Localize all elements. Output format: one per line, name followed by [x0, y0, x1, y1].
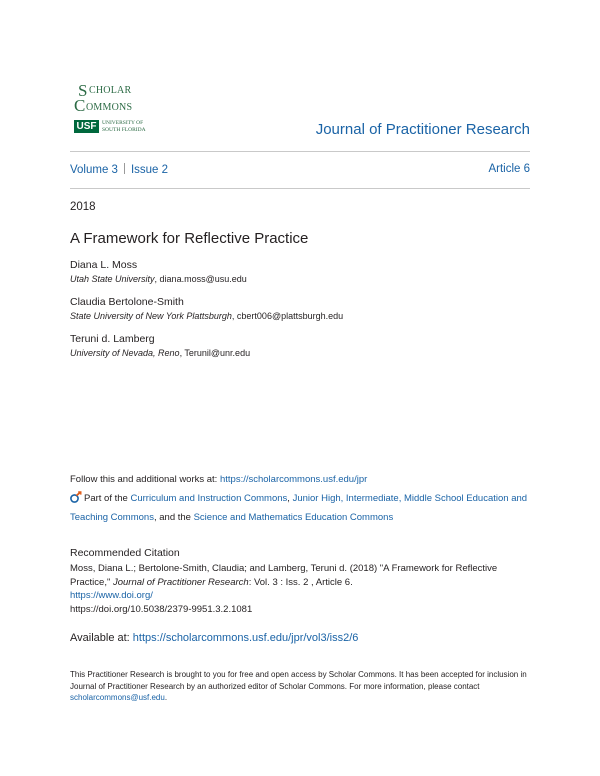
part-of-prefix: Part of the	[84, 493, 131, 504]
follow-prefix: Follow this and additional works at:	[70, 474, 220, 485]
journal-title-link[interactable]: Journal of Practitioner Research	[315, 121, 530, 138]
issue-link[interactable]: Issue 2	[130, 164, 169, 176]
open-access-icon	[70, 491, 82, 503]
citation-journal: Journal of Practitioner Research	[112, 576, 249, 588]
usf-university-text	[102, 120, 146, 133]
available-url-link[interactable]: https://scholarcommons.usf.edu/jpr/vol3/iss2/6	[132, 632, 359, 644]
contact-email-link[interactable]: scholarcommons@usf.edu	[70, 693, 165, 702]
author-3	[70, 333, 250, 358]
citation-body	[70, 562, 540, 616]
citation-doi: https://doi.org/10.5038/2379-9951.3.2.1081	[70, 603, 253, 615]
author-affiliation: State University of New York Plattsburgh	[70, 311, 232, 321]
doi-home-link[interactable]: https://www.doi.org/	[70, 590, 153, 601]
author-name: Claudia Bertolone-Smith	[70, 296, 184, 308]
article-link[interactable]: Article 6	[488, 163, 530, 175]
header-rule-top	[70, 151, 530, 152]
author-affiliation-line	[70, 274, 247, 284]
logo-ommons-text: OMMONS	[86, 102, 133, 113]
available-at	[70, 632, 358, 644]
author-affiliation: University of Nevada, Reno	[70, 348, 180, 358]
usf-badge: USF	[74, 120, 99, 133]
access-notice	[70, 669, 540, 704]
author-email: , Terunil@unr.edu	[179, 348, 251, 358]
follow-line	[70, 474, 367, 485]
part-of-sep-2: , and the	[153, 512, 194, 523]
available-prefix: Available at:	[70, 632, 133, 644]
volume-issue	[70, 163, 168, 176]
author-affiliation: Utah State University	[70, 274, 155, 284]
citation-text: Moss, Diana L.; Bertolone-Smith, Claudia; and Lamberg, Teruni d. (2018) "A Framework for Reflective Practice,"	[70, 563, 498, 588]
scholar-commons-logo[interactable]	[72, 80, 152, 136]
volume-link[interactable]: Volume 3	[70, 164, 118, 176]
curriculum-commons-link[interactable]: Curriculum and Instruction Commons	[130, 493, 288, 504]
part-of-disciplines	[70, 489, 535, 527]
follow-url-link[interactable]: https://scholarcommons.usf.edu/jpr	[219, 474, 368, 485]
author-1	[70, 259, 247, 284]
part-of-sep-1: ,	[287, 493, 293, 504]
author-affiliation-line	[70, 348, 250, 358]
science-math-commons-link[interactable]: Science and Mathematics Education Commons	[193, 512, 394, 523]
author-email: , cbert006@plattsburgh.edu	[231, 311, 344, 321]
logo-cholar-text: CHOLAR	[89, 85, 132, 96]
publication-year: 2018	[70, 201, 96, 213]
access-notice-end: .	[164, 693, 168, 702]
logo-c-letter: C	[74, 96, 86, 115]
logo-s-letter: S	[78, 81, 88, 100]
citation-heading: Recommended Citation	[70, 547, 180, 559]
author-name: Teruni d. Lamberg	[70, 333, 155, 345]
usf-line-2: SOUTH FLORIDA	[102, 126, 146, 133]
citation-volume: : Vol. 3 : Iss. 2 , Article 6.	[248, 576, 353, 588]
access-notice-text: This Practitioner Research is brought to you for free and open access by Scholar Commons. It has been accepted for inclusion in Journal of Practitioner Research by an authorized editor of Scholar Commons. For more information, please contact	[70, 670, 527, 691]
usf-line-1: UNIVERSITY OF	[102, 120, 144, 126]
header-rule-bottom	[70, 188, 530, 189]
article-title: A Framework for Reflective Practice	[70, 230, 309, 247]
middle-school-commons-link[interactable]: Junior High, Intermediate, Middle School Education and Teaching Commons	[70, 493, 528, 523]
author-email: , diana.moss@usu.edu	[154, 274, 247, 284]
author-affiliation-line	[70, 311, 343, 321]
author-2	[70, 296, 343, 321]
author-name: Diana L. Moss	[70, 259, 138, 271]
volume-issue-divider	[124, 163, 125, 174]
